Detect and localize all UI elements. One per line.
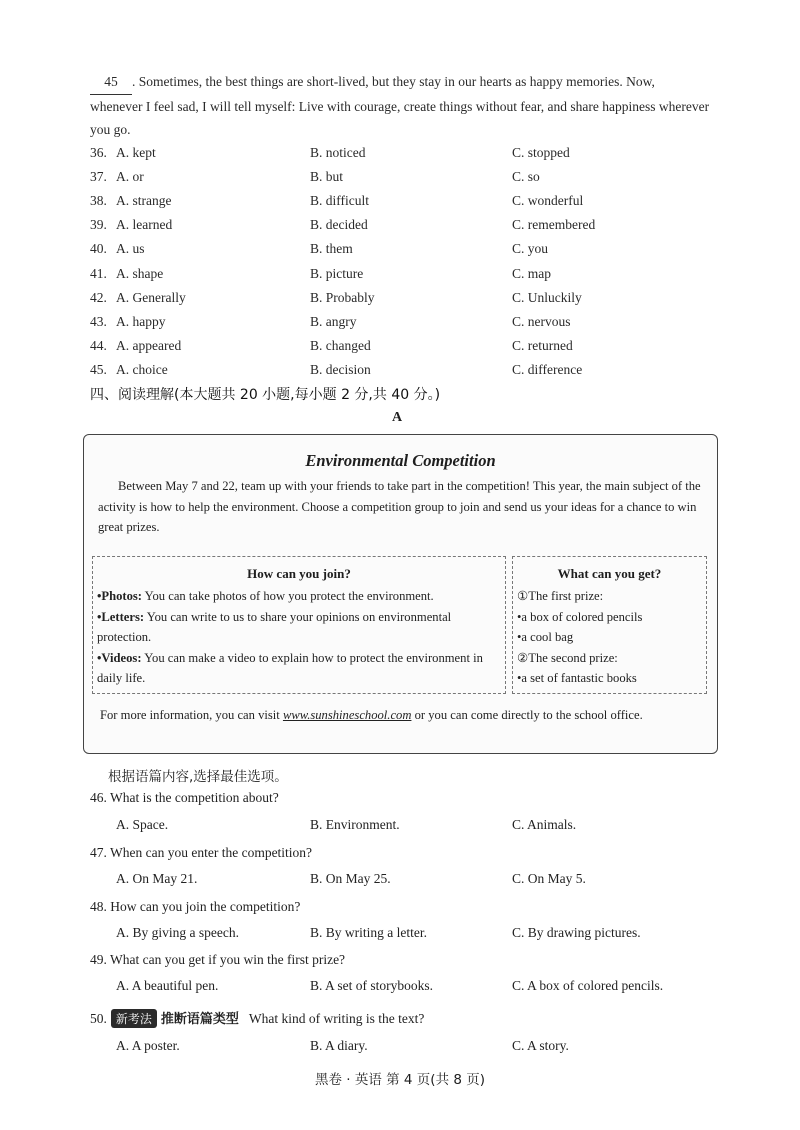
question: 47. When can you enter the competition? <box>90 845 313 860</box>
instruction: 根据语篇内容,选择最佳选项。 <box>108 769 288 785</box>
option-row: 38. A. strange B. difficult C. wonderful <box>90 193 584 208</box>
prize-panel <box>512 556 707 694</box>
passage-letter: A <box>392 410 403 425</box>
question-type: 推断语篇类型 <box>160 1012 239 1027</box>
option-row: 41. A. shape B. picture C. map <box>90 266 551 281</box>
join-item: •Videos: You can make a video to explain how to protect the environment in daily life. <box>97 650 483 685</box>
poster-title: Environmental Competition <box>305 451 496 470</box>
prize-list <box>517 586 642 689</box>
join-panel <box>92 556 506 694</box>
answer-options: A. On May 21. B. On May 25. C. On May 5. <box>116 871 586 886</box>
poster-box <box>83 434 718 754</box>
join-title: How can you join? <box>247 566 351 581</box>
option-row: 37. A. or B. but C. so <box>90 169 540 184</box>
option-row: 45. A. choice B. decision C. difference <box>90 362 583 377</box>
prize-item: •a set of fantastic books <box>517 671 637 685</box>
question: 46. What is the competition about? <box>90 790 279 805</box>
option-row: 44. A. appeared B. changed C. returned <box>90 338 573 353</box>
website-link[interactable]: www.sunshineschool.com <box>282 708 412 722</box>
question: 49. What can you get if you win the first prize? <box>90 952 346 967</box>
poster-footer: For more information, you can visit www.sunshineschool.com or you can come directly to the school office. <box>100 708 643 722</box>
page-footer: 黑卷 · 英语 第 4 页(共 8 页) <box>314 1072 486 1088</box>
answer-blank: 45 <box>90 70 132 95</box>
answer-options: A. Space. B. Environment. C. Animals. <box>116 817 577 832</box>
prize-item: •a cool bag <box>517 630 574 644</box>
answer-options: A. A poster. B. A diary. C. A story. <box>116 1038 569 1053</box>
option-row: 36. A. kept B. noticed C. stopped <box>90 145 570 160</box>
question-50: 50. 新考法 推断语篇类型 What kind of writing is the text? <box>90 1011 425 1027</box>
prize-item: ①The first prize: <box>517 589 604 603</box>
passage-text: . Sometimes, the best things are short-lived, but they stay in our hearts as happy memories. Now, whenever I feel sad, I will tell myself: Live with courage, create things without fear, and share happiness wherever you go. <box>90 74 710 137</box>
section-title: 四、阅读理解(本大题共 20 小题,每小题 2 分,共 40 分。) <box>90 387 441 403</box>
join-item: •Letters: You can write to us to share your opinions on environmental protection. <box>97 609 452 644</box>
prize-item: ②The second prize: <box>517 650 618 665</box>
prize-title: What can you get? <box>557 566 662 581</box>
new-method-badge: 新考法 <box>111 1009 157 1028</box>
join-list <box>97 586 505 689</box>
option-row: 43. A. happy B. angry C. nervous <box>90 314 571 329</box>
cloze-passage-end <box>90 70 710 142</box>
poster-intro: Between May 7 and 22, team up with your friends to take part in the competition! This year, the main subject of the activity is how to help the environment. Choose a competition group to join and send us your ideas for a chance to win great prizes. <box>98 479 701 534</box>
join-item: •Photos: You can take photos of how you protect the environment. <box>97 589 434 603</box>
question: 48. How can you join the competition? <box>90 899 301 914</box>
option-row: 40. A. us B. them C. you <box>90 241 549 256</box>
option-row: 39. A. learned B. decided C. remembered <box>90 217 596 232</box>
answer-options: A. By giving a speech. B. By writing a letter. C. By drawing pictures. <box>116 925 641 940</box>
prize-item: •a box of colored pencils <box>517 609 643 624</box>
option-row: 42. A. Generally B. Probably C. Unluckily <box>90 290 582 305</box>
answer-options: A. A beautiful pen. B. A set of storybooks. C. A box of colored pencils. <box>116 978 664 993</box>
